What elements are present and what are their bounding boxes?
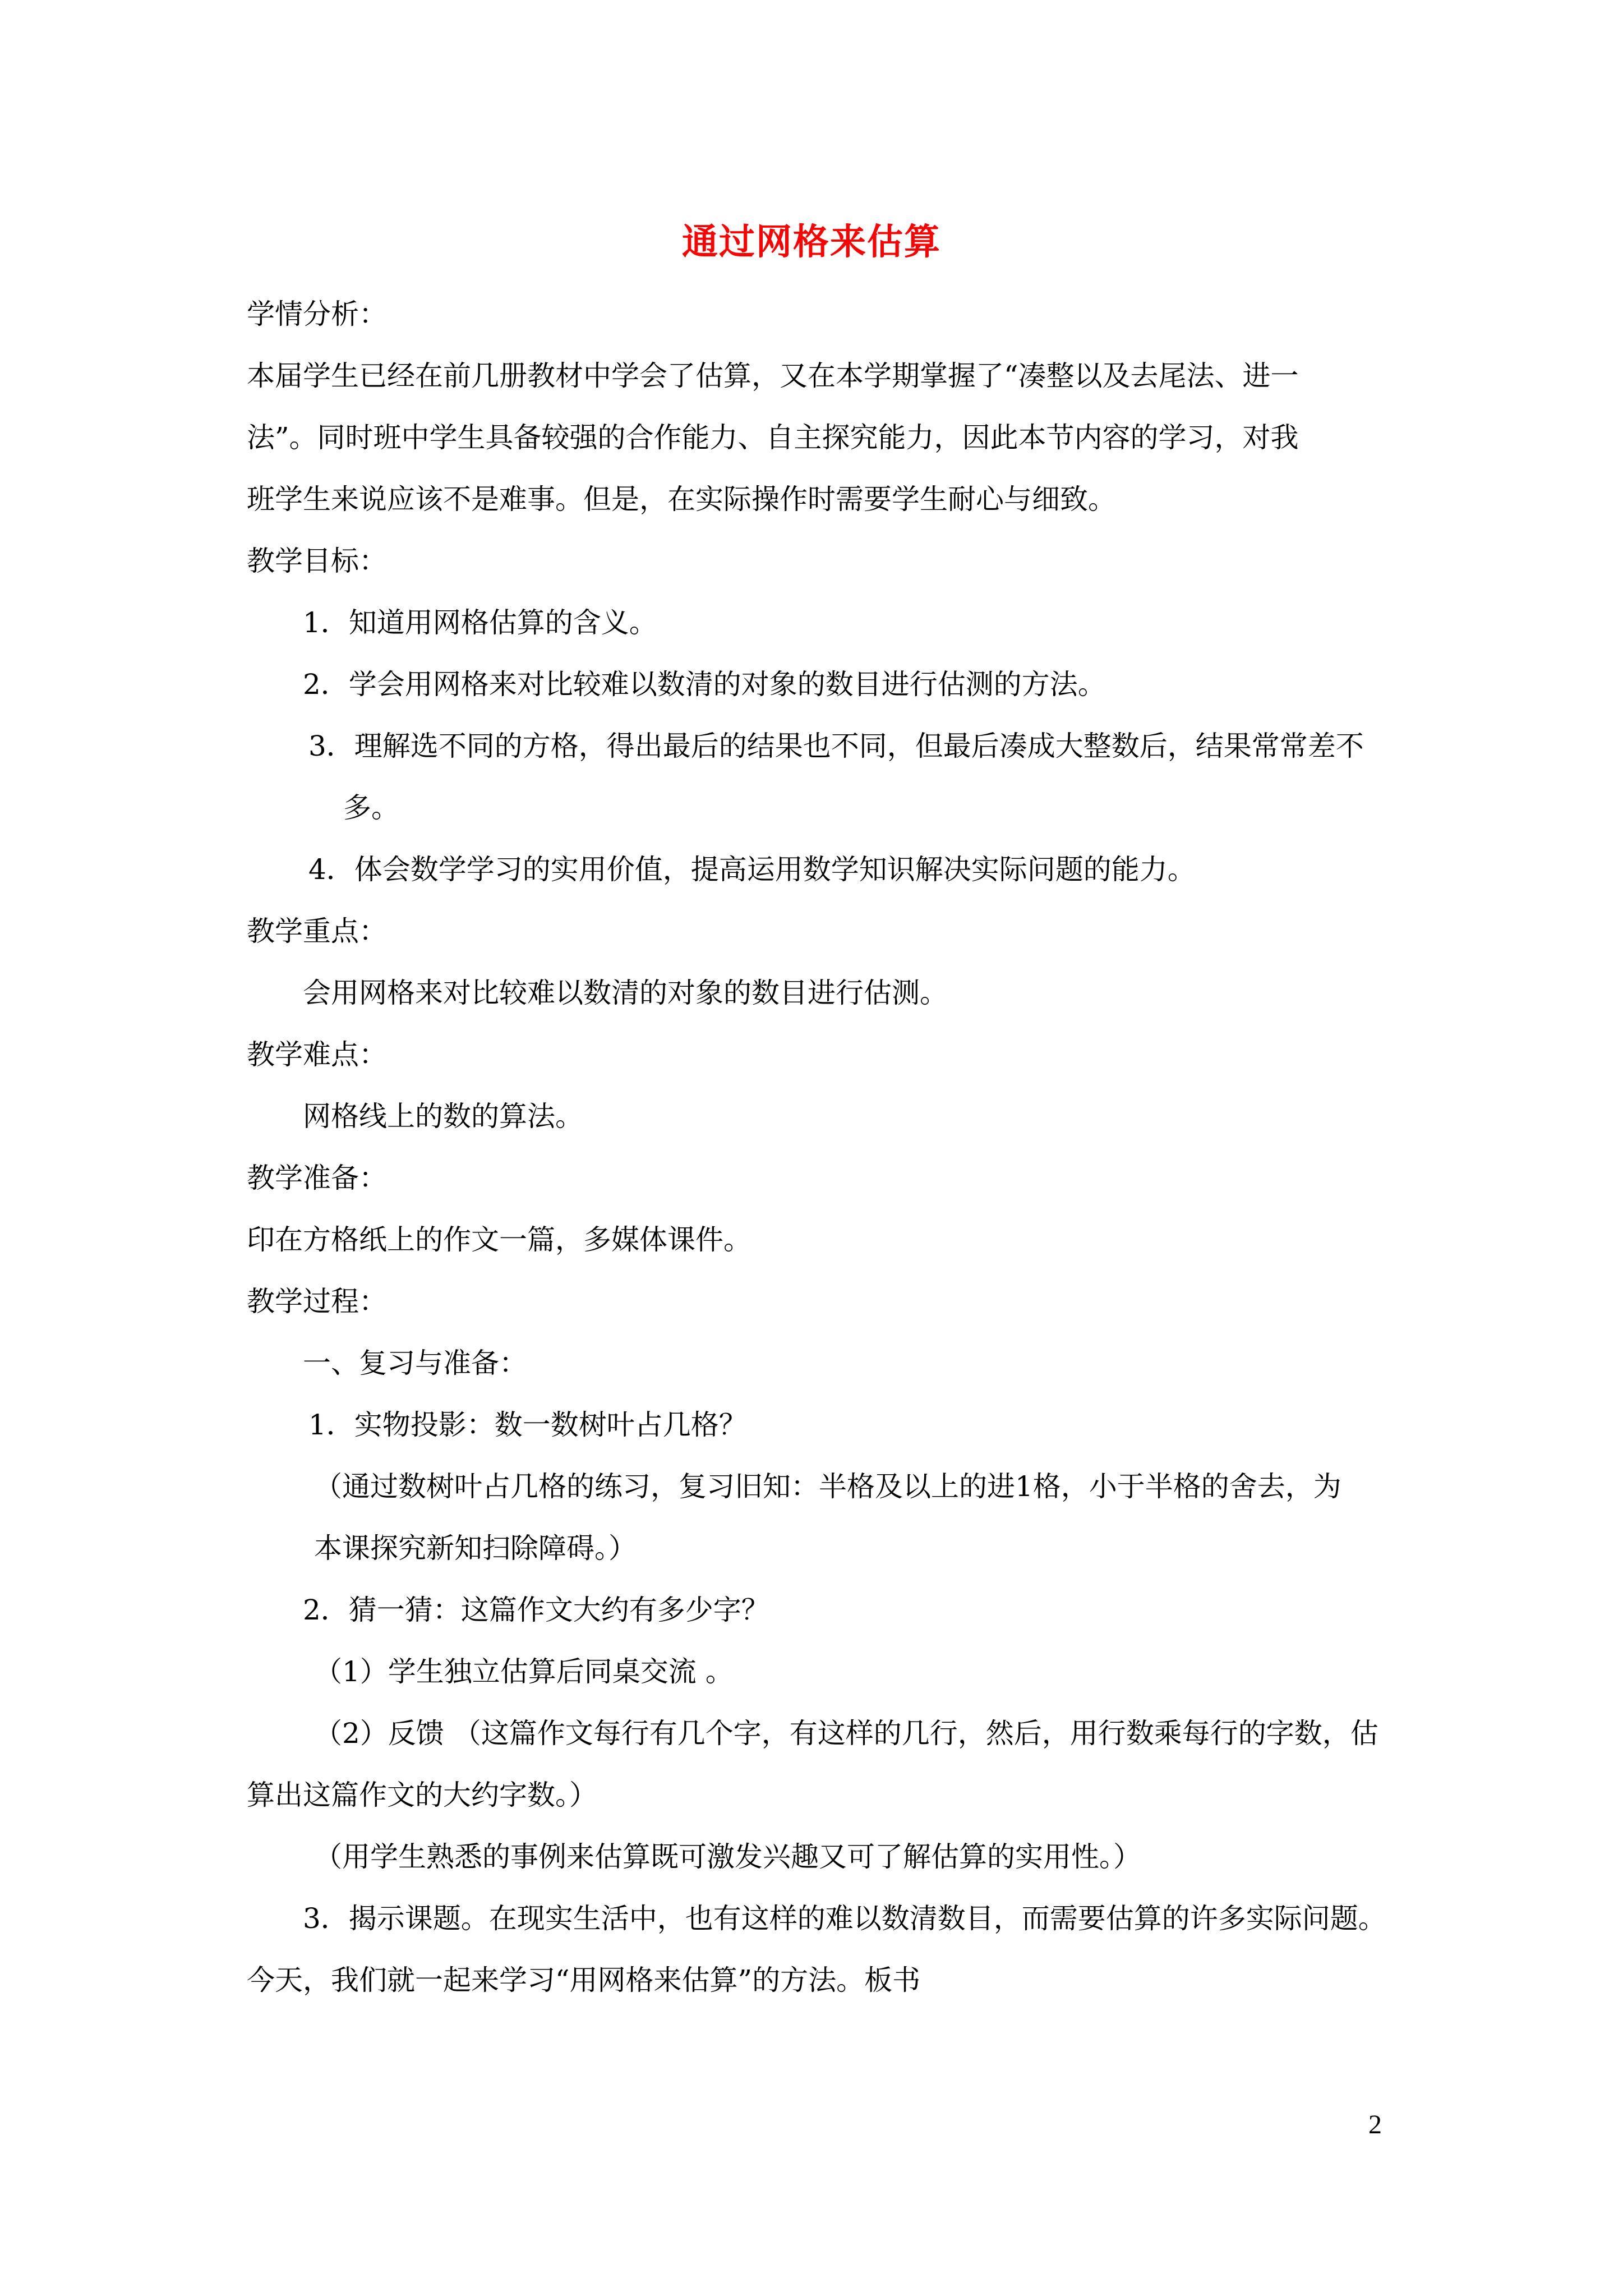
heading-teaching-goals: 教学目标： <box>247 545 387 577</box>
process-subitem: （1）学生独立估算后同桌交流 。 <box>314 1655 734 1688</box>
goal-item: 1．知道用网格估算的含义。 <box>303 606 657 639</box>
section-heading: 一、复习与准备： <box>303 1347 527 1379</box>
paragraph-line: 会用网格来对比较难以数清的对象的数目进行估测。 <box>303 977 948 1009</box>
process-item: 3．揭示课题。在现实生活中，也有这样的难以数清数目，而需要估算的许多实际问题。 <box>303 1902 1386 1935</box>
goal-item: 3．理解选不同的方格，得出最后的结果也不同，但最后凑成大整数后，结果常常差不 <box>308 730 1364 762</box>
page-number: 2 <box>1368 2110 1382 2139</box>
goal-item: 4．体会数学学习的实用价值，提高运用数学知识解决实际问题的能力。 <box>308 853 1196 886</box>
heading-learning-analysis: 学情分析： <box>247 298 387 330</box>
goal-item-continued: 多。 <box>343 792 399 824</box>
paragraph-line: 班学生来说应该不是难事。但是，在实际操作时需要学生耐心与细致。 <box>247 483 1116 516</box>
heading-teaching-focus: 教学重点： <box>247 915 387 947</box>
paragraph-line: 法”。同时班中学生具备较强的合作能力、自主探究能力，因此本节内容的学习，对我 <box>247 421 1299 454</box>
document-title: 通过网格来估算 <box>682 221 941 263</box>
paragraph-line: 印在方格纸上的作文一篇，多媒体课件。 <box>247 1223 751 1256</box>
goal-item: 2．学会用网格来对比较难以数清的对象的数目进行估测的方法。 <box>303 668 1106 701</box>
heading-teaching-process: 教学过程： <box>247 1285 387 1318</box>
process-item: 1．实物投影：数一数树叶占几格？ <box>308 1409 747 1441</box>
process-note: （用学生熟悉的事例来估算既可激发兴趣又可了解估算的实用性。） <box>314 1841 1141 1873</box>
heading-teaching-difficulty: 教学难点： <box>247 1038 387 1071</box>
process-note: （通过数树叶占几格的练习，复习旧知：半格及以上的进1格，小于半格的舍去，为 <box>314 1470 1341 1503</box>
process-item-continued: 今天，我们就一起来学习“用网格来估算”的方法。板书 <box>247 1964 921 1996</box>
process-subitem: （2）反馈 （这篇作文每行有几个字，有这样的几行，然后，用行数乘每行的字数，估 <box>314 1717 1378 1750</box>
process-item: 2．猜一猜：这篇作文大约有多少字？ <box>303 1594 769 1626</box>
process-note-continued: 本课探究新知扫除障碍。） <box>314 1532 637 1565</box>
paragraph-line: 本届学生已经在前几册教材中学会了估算，又在本学期掌握了“凑整以及去尾法、进一 <box>247 360 1299 392</box>
process-subitem-continued: 算出这篇作文的大约字数。） <box>247 1779 597 1811</box>
paragraph-line: 网格线上的数的算法。 <box>303 1100 583 1133</box>
heading-teaching-preparation: 教学准备： <box>247 1162 387 1194</box>
